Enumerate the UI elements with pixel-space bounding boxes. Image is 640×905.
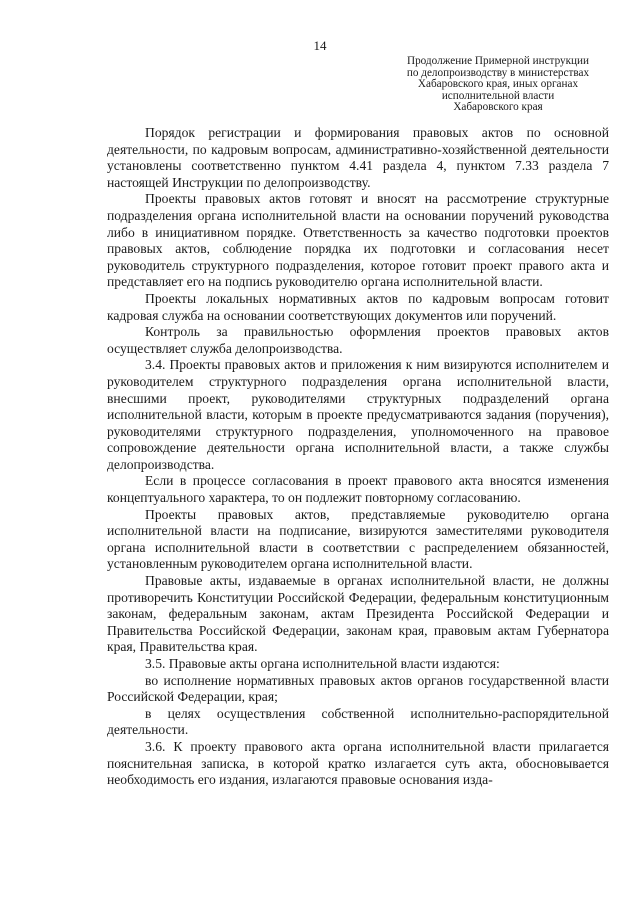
document-body [107,125,609,789]
document-header-note [388,56,608,114]
paragraph: Если в процессе согласования в проект правового акта вносятся изменения концептуального характера, то он подлежит повторному согласованию. [107,473,609,506]
paragraph: 3.4. Проекты правовых актов и приложения к ним визируются исполнителем и руководителем структурного подразделения органа исполнительной власти, внесшими проект, руководителями структурных подразделений органа исполнительной власти, которым в проекте предусматриваются задания (поручения), руководителями структурного подразделения, уполномоченного на правовое сопровождение деятельности органа исполнительной власти, а также службы делопроизводства. [107,357,609,472]
header-note-line: Продолжение Примерной инструкции [406,55,589,67]
paragraph: во исполнение нормативных правовых актов органов государственной власти Российской Федерации, края; [107,672,609,705]
paragraph: Проекты правовых актов готовят и вносят на рассмотрение структурные подразделения органа исполнительной власти на основании поручений руководства либо в инициативном порядке. Ответственность за качество подготовки проектов правовых актов, соблюдение порядка их подготовки и согласования несет руководитель структурного подразделения, которое готовит проект правого акта и представляет его на подпись руководителю органа исполнительной власти. [107,191,609,290]
paragraph: Правовые акты, издаваемые в органах исполнительной власти, не должны противоречить Конституции Российской Федерации, федеральным конституционным законам, федеральным законам, актам Президента Российской Федерации и Правительства Российской Федерации, законам края, правовым актам Губернатора края, Правительства края. [107,573,609,655]
header-note-line: исполнительной власти [441,89,555,102]
header-note-line: по делопроизводству в министерствах [406,66,590,79]
paragraph: 3.5. Правовые акты органа исполнительной власти издаются: [145,656,500,671]
header-note-line: Хабаровского края, иных органах [417,78,579,90]
page-number: 14 [313,38,327,53]
paragraph: Проекты правовых актов, представляемые руководителю органа исполнительной власти на подписание, визируются заместителями руководителя органа исполнительной власти в соответствии с распределением обязанностей, установленным руководителем органа исполнительной власти. [107,506,609,572]
paragraph: Порядок регистрации и формирования правовых актов по основной деятельности, по кадровым вопросам, административно-хозяйственной деятельности установлены соответственно пунктом 4.41 раздела 4, пунктом 7.33 раздела 7 настоящей Инструкции по делопроизводству. [107,125,609,190]
paragraph: в целях осуществления собственной исполнительно-распорядительной деятельности. [107,705,609,738]
paragraph: Контроль за правильностью оформления проектов правовых актов осуществляет служба делопроизводства. [107,324,609,356]
paragraph: 3.6. К проекту правового акта органа исполнительной власти прилагается пояснительная записка, в которой кратко излагается суть акта, обосновывается необходимость его издания, излагаются правовые основания изда- [107,738,609,788]
paragraph: Проекты локальных нормативных актов по кадровым вопросам готовит кадровая служба на основании соответствующих документов или поручений. [107,290,609,323]
header-note-line: Хабаровского края [453,101,543,113]
